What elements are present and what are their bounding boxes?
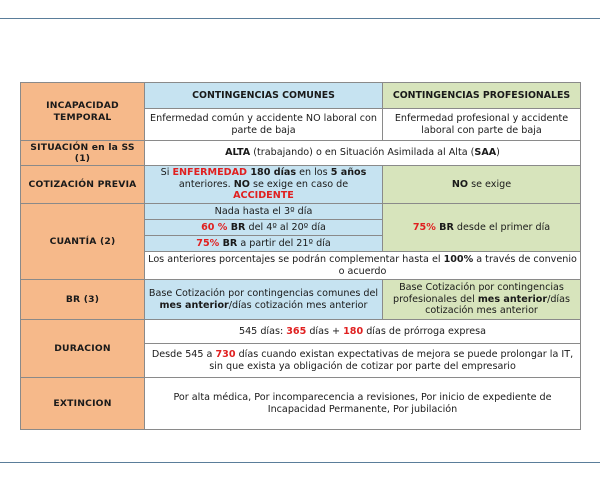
br-profesionales xyxy=(383,280,581,320)
situacion-value xyxy=(145,141,581,166)
no-text: NO xyxy=(233,178,250,190)
cotizacion-profesionales xyxy=(383,166,581,204)
br-comunes xyxy=(145,280,383,320)
contingencias-comunes-header: CONTINGENCIAS COMUNES xyxy=(145,83,383,109)
pct-60: 60 % xyxy=(201,221,228,233)
situacion-close: ) xyxy=(496,147,500,159)
anios-5: 5 años xyxy=(330,167,367,179)
dur-730: 730 xyxy=(215,349,236,361)
note-post: a través de convenio o acuerdo xyxy=(338,254,577,277)
en-los: en los xyxy=(296,167,331,179)
note-pct: 100% xyxy=(443,254,474,266)
top-divider-line xyxy=(0,18,600,19)
contingencias-profesionales-header: CONTINGENCIAS PROFESIONALES xyxy=(383,83,581,109)
cuantia-profesionales xyxy=(383,204,581,252)
dur-post: días de prórroga expresa xyxy=(363,325,487,337)
br-60: BR xyxy=(227,221,246,233)
se-exige: se exige en caso de xyxy=(249,178,349,190)
comunes-description: Enfermedad común y accidente NO laboral con parte de baja xyxy=(145,109,383,141)
br-75: BR xyxy=(219,237,238,249)
cuantia-label: CUANTÍA (2) xyxy=(21,204,145,280)
bottom-divider-line xyxy=(0,462,600,463)
incapacidad-temporal-table xyxy=(20,82,581,430)
prof-no: NO xyxy=(451,178,469,190)
prof-pct: 75% xyxy=(412,221,436,233)
cuantia-row-1: Nada hasta el 3º día xyxy=(145,204,383,220)
duracion-line-2 xyxy=(145,344,581,378)
cotizacion-si: Si xyxy=(160,167,173,179)
dur-mid: días + xyxy=(306,325,344,337)
alta-text: ALTA xyxy=(225,147,251,159)
br1-pre: Base Cotización por contingencias comunes del xyxy=(148,288,379,300)
dur2-pre: Desde 545 a xyxy=(151,349,216,361)
dias-180: 180 días xyxy=(247,167,297,179)
extincion-value: Por alta médica, Por incomparecencia a revisiones, Por inicio de expediente de Incapacidad Permanente, Por jubilación xyxy=(145,378,581,430)
saa-text: SAA xyxy=(474,147,497,159)
dur-365: 365 xyxy=(286,325,307,337)
pct-75: 75% xyxy=(196,237,220,249)
cotizacion-label: COTIZACIÓN PREVIA xyxy=(21,166,145,204)
cuantia-row-3 xyxy=(145,236,383,252)
duracion-line-1 xyxy=(145,320,581,344)
profesionales-description: Enfermedad profesional y accidente laboral con parte de baja xyxy=(383,109,581,141)
anteriores: anteriores. xyxy=(178,178,234,190)
note-pre: Los anteriores porcentajes se podrán complementar hasta el xyxy=(148,254,444,266)
dur2-post: días cuando existan expectativas de mejora se puede prolongar la IT, sin que exista ya obligación de cotizar por parte del empresario xyxy=(209,349,574,372)
accidente-highlight: ACCIDENTE xyxy=(233,190,294,202)
prof-br: BR xyxy=(435,221,454,233)
br1-post: /días cotización mes anterior xyxy=(228,299,368,311)
duracion-label: DURACION xyxy=(21,320,145,378)
dur-180: 180 xyxy=(343,325,364,337)
cuantia-note xyxy=(145,252,581,280)
situacion-label: SITUACIÓN en la SS (1) xyxy=(21,141,145,166)
situacion-text: (trabajando) o en Situación Asimilada al Alta ( xyxy=(250,147,475,159)
br-label: BR (3) xyxy=(21,280,145,320)
prof-se-exige: se exige xyxy=(468,178,512,190)
extincion-label: EXTINCION xyxy=(21,378,145,430)
br2-post: /días cotización mes anterior xyxy=(425,293,570,317)
cuantia-row-2 xyxy=(145,220,383,236)
br1-bold: mes anterior xyxy=(159,299,229,311)
dur-pre: 545 días: xyxy=(238,325,287,337)
row3-text: a partir del 21º día xyxy=(237,237,331,249)
incapacidad-temporal-label: INCAPACIDAD TEMPORAL xyxy=(21,83,145,141)
br2-pre: Base Cotización por contingencias profesionales del xyxy=(393,282,564,305)
cotizacion-comunes xyxy=(145,166,383,204)
br2-bold: mes anterior xyxy=(477,293,548,305)
enfermedad-highlight: ENFERMEDAD xyxy=(172,167,247,179)
row2-text: del 4º al 20º día xyxy=(245,221,326,233)
prof-desde: desde el primer día xyxy=(453,221,551,233)
